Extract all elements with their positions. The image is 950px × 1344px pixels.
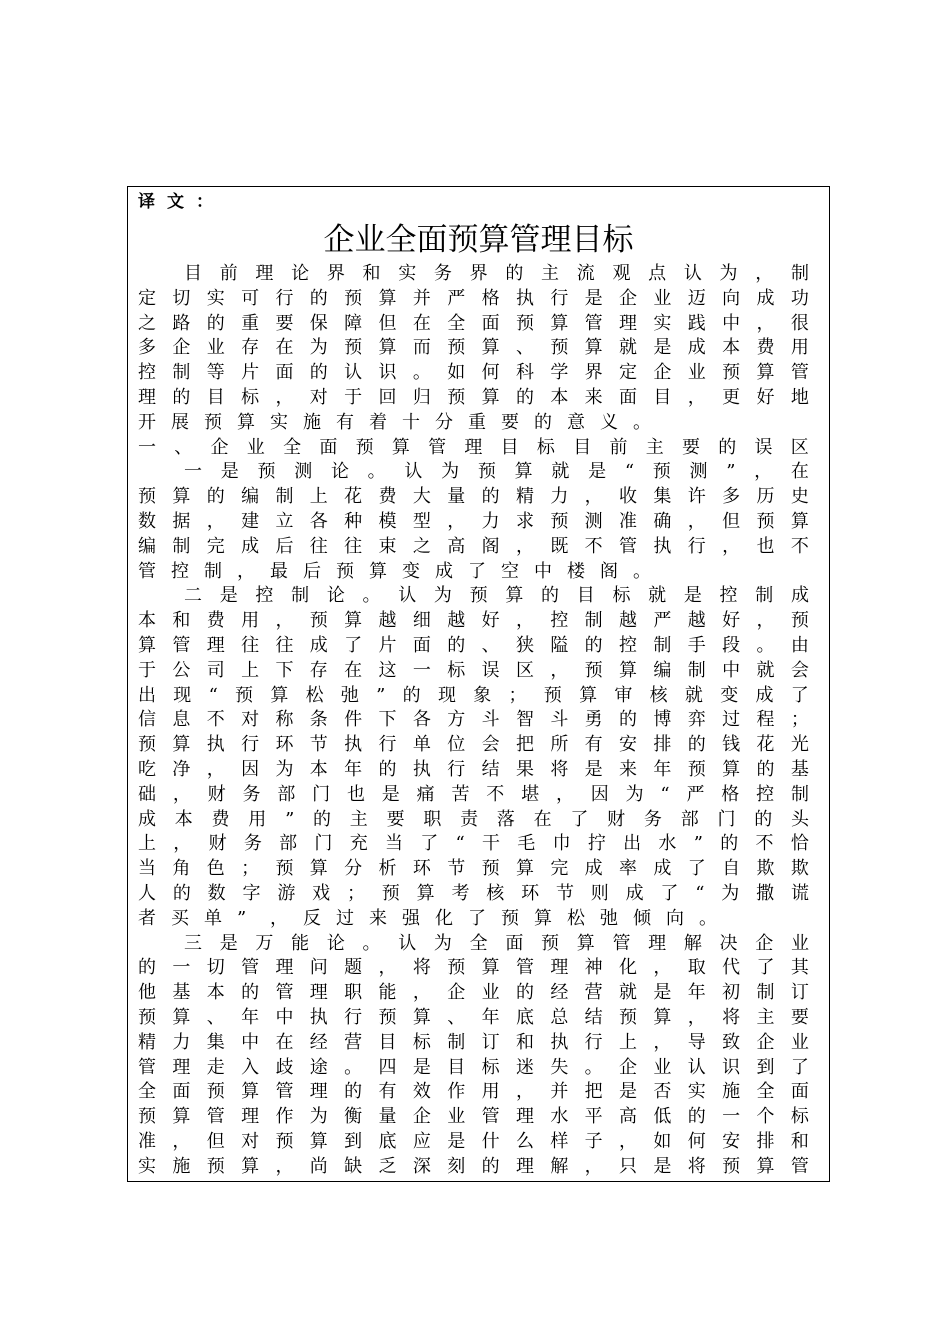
text-line: 者 买 单 ” ， 反 过 来 强 化 了 预 算 松 弛 倾 向 。 bbox=[138, 907, 717, 929]
text-line: 础 ， 财 务 部 门 也 是 痛 苦 不 堪 ， 因 为 “ 严 格 控 制 bbox=[138, 783, 809, 805]
text-line: 他 基 本 的 管 理 职 能 ， 企 业 的 经 营 就 是 年 初 制 订 bbox=[138, 982, 809, 1004]
document-title: 企业全面预算管理目标 bbox=[323, 222, 634, 258]
text-line: 预 算 执 行 环 节 执 行 单 位 会 把 所 有 安 排 的 钱 花 光 bbox=[138, 734, 809, 756]
text-line: 预 算 管 理 作 为 衡 量 企 业 管 理 水 平 高 低 的 一 个 标 bbox=[138, 1106, 809, 1128]
text-line: 吃 净 ， 因 为 本 年 的 执 行 结 果 将 是 来 年 预 算 的 基 bbox=[138, 758, 809, 780]
text-line: 算 管 理 往 往 成 了 片 面 的 、 狭 隘 的 控 制 手 段 。 由 bbox=[138, 634, 809, 656]
text-line: 管 控 制 ， 最 后 预 算 变 成 了 空 中 楼 阁 。 bbox=[138, 560, 651, 582]
text-line: 控 制 等 片 面 的 认 识 。 如 何 科 学 界 定 企 业 预 算 管 bbox=[138, 362, 809, 384]
text-line: 一 、 企 业 全 面 预 算 管 理 目 标 目 前 主 要 的 误 区 bbox=[138, 436, 809, 458]
text-line: 于 公 司 上 下 存 在 这 一 标 误 区 ， 预 算 编 制 中 就 会 bbox=[138, 659, 809, 681]
text-line: 目 前 理 论 界 和 实 务 界 的 主 流 观 点 认 为 ， 制 bbox=[184, 263, 809, 284]
text-line: 上 ， 财 务 部 门 充 当 了 “ 干 毛 巾 拧 出 水 ” 的 不 恰 bbox=[138, 833, 809, 855]
text-line: 编 制 完 成 后 往 往 束 之 高 阁 ， 既 不 管 执 行 ， 也 不 bbox=[138, 535, 809, 557]
document-body bbox=[138, 262, 809, 1179]
text-line: 管 理 走 入 歧 途 。 四 是 目 标 迷 失 。 企 业 认 识 到 了 bbox=[138, 1056, 809, 1078]
text-line: 本 和 费 用 ， 预 算 越 细 越 好 ， 控 制 越 严 越 好 ， 预 bbox=[138, 610, 809, 632]
text-line: 实 施 预 算 ， 尚 缺 乏 深 刻 的 理 解 ， 只 是 将 预 算 管 bbox=[138, 1155, 809, 1177]
text-line: 全 面 预 算 管 理 的 有 效 作 用 ， 并 把 是 否 实 施 全 面 bbox=[138, 1081, 809, 1103]
text-line: 理 的 目 标 ， 对 于 回 归 预 算 的 本 来 面 目 ， 更 好 地 bbox=[138, 386, 809, 408]
text-line: 预 算 、 年 中 执 行 预 算 、 年 底 总 结 预 算 ， 将 主 要 bbox=[138, 1006, 809, 1028]
text-line: 数 据 ， 建 立 各 种 模 型 ， 力 求 预 测 准 确 ， 但 预 算 bbox=[138, 510, 809, 532]
translation-label: 译文： bbox=[138, 192, 225, 212]
text-line: 精 力 集 中 在 经 营 目 标 制 订 和 执 行 上 ， 导 致 企 业 bbox=[138, 1031, 809, 1053]
text-line: 二 是 控 制 论 。 认 为 预 算 的 目 标 就 是 控 制 成 bbox=[184, 585, 809, 607]
text-line: 定 切 实 可 行 的 预 算 并 严 格 执 行 是 企 业 迈 向 成 功 bbox=[138, 287, 809, 309]
text-line: 预 算 的 编 制 上 花 费 大 量 的 精 力 ， 收 集 许 多 历 史 bbox=[138, 486, 809, 508]
text-line: 多 企 业 存 在 为 预 算 而 预 算 、 预 算 就 是 成 本 费 用 bbox=[138, 337, 809, 359]
text-line: 信 息 不 对 称 条 件 下 各 方 斗 智 斗 勇 的 博 弈 过 程 ； bbox=[138, 709, 809, 731]
text-line: 准 ， 但 对 预 算 到 底 应 是 什 么 样 子 ， 如 何 安 排 和 bbox=[138, 1130, 809, 1152]
text-line: 开 展 预 算 实 施 有 着 十 分 重 要 的 意 义 。 bbox=[138, 411, 651, 433]
text-line: 之 路 的 重 要 保 障 但 在 全 面 预 算 管 理 实 践 中 ， 很 bbox=[138, 312, 809, 334]
text-line: 人 的 数 字 游 戏 ； 预 算 考 核 环 节 则 成 了 “ 为 撒 谎 bbox=[138, 882, 809, 904]
text-line: 的 一 切 管 理 问 题 ， 将 预 算 管 理 神 化 ， 取 代 了 其 bbox=[138, 957, 809, 979]
text-line: 当 角 色 ； 预 算 分 析 环 节 预 算 完 成 率 成 了 自 欺 欺 bbox=[138, 858, 809, 880]
text-line: 成 本 费 用 ” 的 主 要 职 责 落 在 了 财 务 部 门 的 头 bbox=[138, 808, 809, 830]
text-line: 三 是 万 能 论 。 认 为 全 面 预 算 管 理 解 决 企 业 bbox=[184, 932, 809, 954]
text-line: 一 是 预 测 论 。 认 为 预 算 就 是 “ 预 测 ” ， 在 bbox=[184, 461, 809, 483]
translation-frame bbox=[127, 186, 830, 1182]
text-line: 出 现 “ 预 算 松 弛 ” 的 现 象 ； 预 算 审 核 就 变 成 了 bbox=[138, 684, 809, 706]
